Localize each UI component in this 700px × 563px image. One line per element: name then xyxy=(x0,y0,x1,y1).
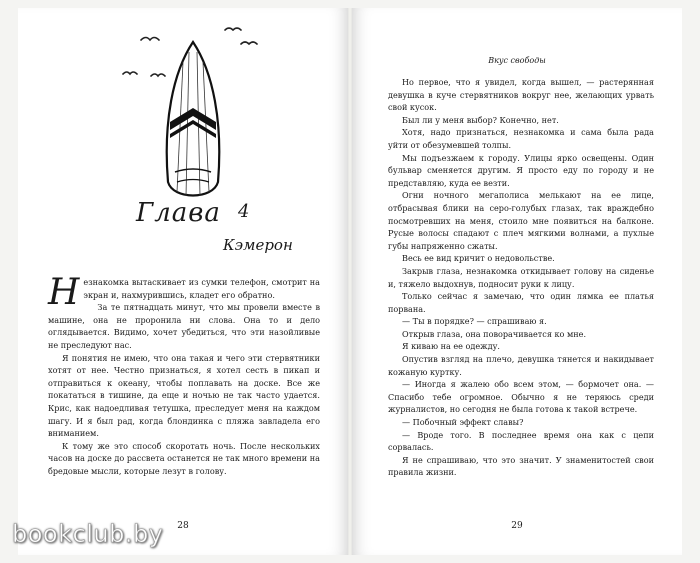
paragraph: — Вроде того. В последнее время она как с цепи сорвалась. xyxy=(388,429,654,453)
paragraph: Я киваю на ее одежду. xyxy=(402,341,500,352)
left-page-text xyxy=(48,272,320,478)
paragraph: Хотя, надо признаться, незнакомка и сама была рада уйти от обезумевшей толпы. xyxy=(388,127,654,150)
paragraph: Незнакомка вытаскивает из сумки телефон, смотрит на экран и, нахмурившись, кладет его обратно. xyxy=(48,272,320,313)
paragraph: Мы подъезжаем к городу. Улицы ярко освещены. Один бульвар сменяется другим. Я просто еду по городу и не представляю, куда ее везти. xyxy=(388,152,654,188)
paragraph: Весь ее вид кричит о недовольстве. xyxy=(402,253,555,264)
running-head: Вкус свободы xyxy=(488,56,546,65)
surfboard-outline xyxy=(167,42,220,196)
paragraph: Я не спрашиваю, что это значит. У знаменитостей свои правила жизни. xyxy=(388,454,654,478)
paragraph: Опустив взгляд на плечо, девушка тянется и накидывает кожаную куртку. xyxy=(388,354,654,377)
left-page xyxy=(18,8,348,555)
page-number: 29 xyxy=(511,521,523,531)
paragraph: К тому же это способ скоротать ночь. После нескольких часов на доске до рассвета останется не так много времени на бредовые мысли, которые лезут в голову. xyxy=(48,440,320,476)
right-page-text xyxy=(388,76,654,479)
paragraph: Но первое, что я увидел, когда вышел, — растерянная девушка в куче стервятников вокруг нее, желающих урвать свой кусок. xyxy=(388,77,654,113)
seagull-2 xyxy=(225,28,241,30)
paragraph: Закрыв глаза, незнакомка откидывает голову на сиденье и, тяжело выдохнув, подносит руки к лицу. xyxy=(388,265,654,289)
right-page xyxy=(352,8,682,555)
paragraph: Был ли у меня выбор? Конечно, нет. xyxy=(402,114,559,125)
paragraph: Только сейчас я замечаю, что один лямка ее платья порвана. xyxy=(388,291,654,314)
paragraph: — Иногда я жалею обо всем этом, — бормочет она. — Спасибо тебе огромное. Обычно я не теряюсь среди журналистов, но сегодня не была готова к такой встрече. xyxy=(388,379,654,415)
seagull-1 xyxy=(141,38,159,41)
chapter-heading xyxy=(136,198,249,228)
chapter-number: 4 xyxy=(238,201,250,222)
seagull-5 xyxy=(151,74,165,76)
chapter-pov-name: Кэмерон xyxy=(223,236,293,254)
page-number: 28 xyxy=(177,521,189,531)
seagull-3 xyxy=(241,42,257,44)
paragraph: Огни ночного мегаполиса мелькают на ее лице, отбрасывая блики на серо-голубых глазах, так враждебно посмотревших на меня, стоило мне появиться на балконе. Русые волосы спадают с плеч мягкими волнами, а пухлые губы напряженно сжаты. xyxy=(388,190,654,251)
paragraph: Открыв глаза, она поворачивается ко мне. xyxy=(402,328,587,339)
seagull-4 xyxy=(123,72,137,74)
chapter-word: Глава xyxy=(136,198,221,228)
paragraph: — Ты в порядке? — спрашиваю я. xyxy=(402,316,547,327)
paragraph: Я понятия не имею, что она такая и чего эти стервятники хотят от нее. Честно признаться, я хотел сесть в пикап и отправиться к океану, чтобы поплавать на доске. Все же покататься в тишине, да еще и ночью не так часто удается. Крис, как надоедливая тетушка, преследует меня на каждом шагу. И я был рад, когда блондинка с пляжа завладела его вниманием. xyxy=(48,352,320,439)
watermark: bookclub.by xyxy=(12,520,164,548)
paragraph: За те пятнадцать минут, что мы провели вместе в машине, она не проронила ни слова. Она то и дело оглядывается. Видимо, хочет убедиться, что эти назойливые не преследуют нас. xyxy=(48,302,320,350)
surfboard-illustration xyxy=(113,22,273,212)
paragraph: — Побочный эффект славы? xyxy=(402,417,524,428)
dropcap: Н xyxy=(48,272,80,313)
